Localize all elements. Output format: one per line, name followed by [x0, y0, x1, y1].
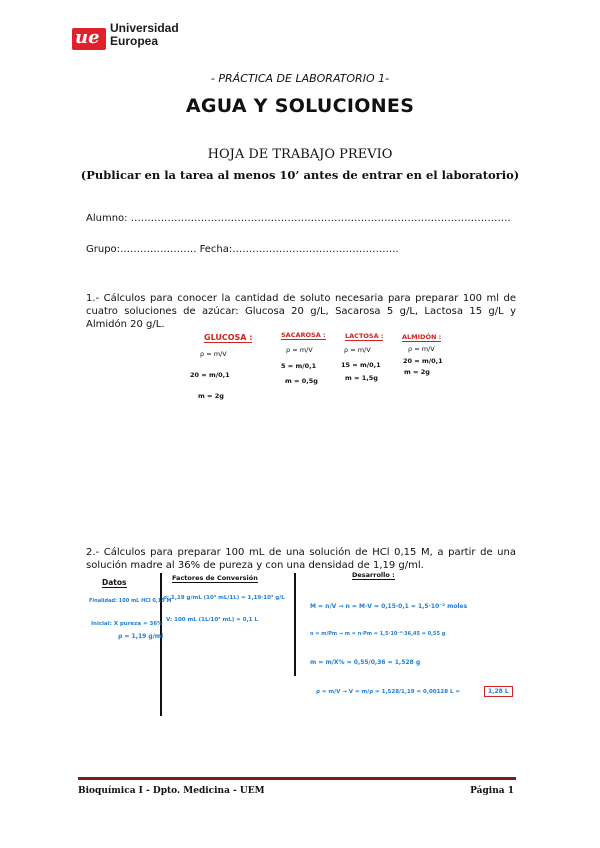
factores-heading: Factores de Conversión — [172, 574, 258, 582]
footer-course: Bioquímica I - Dpto. Medicina - UEM — [78, 786, 265, 796]
lactosa-formula: ρ = m/V — [344, 346, 371, 354]
grupo-fecha-field: Grupo:………………….. Fecha:………………………………………….. — [86, 244, 399, 255]
publish-note: (Publicar en la tarea al menos 10’ antes de entrar en el laboratorio) — [80, 168, 520, 182]
sacarosa-formula: ρ = m/V — [286, 346, 313, 354]
almidon-result: m = 2g — [404, 368, 430, 376]
almidon-substitution: 20 = m/0,1 — [403, 357, 443, 365]
desarrollo-masa: n = m/Pm → m = n·Pm = 1,5·10⁻²·36,45 = 0,55 g — [310, 631, 446, 637]
practice-subtitle: - PRÁCTICA DE LABORATORIO 1- — [210, 72, 390, 85]
sacarosa-result: m = 0,5g — [285, 377, 318, 385]
question-2-text: 2.- Cálculos para preparar 100 mL de una solución de HCl 0,15 M, a partir de una solución madre al 36% de pureza y con una densidad de 1,19 g/ml. — [86, 547, 516, 571]
lactosa-substitution: 15 = m/0,1 — [341, 361, 381, 369]
column-divider-1 — [160, 573, 162, 716]
glucosa-heading: GLUCOSA : — [204, 333, 253, 342]
sacarosa-heading: SACAROSA : — [281, 331, 326, 339]
datos-heading: Datos — [102, 578, 127, 587]
lactosa-result: m = 1,5g — [345, 374, 378, 382]
page-title: AGUA Y SOLUCIONES — [185, 95, 415, 117]
glucosa-substitution: 20 = m/0,1 — [190, 371, 230, 379]
datos-finalidad: Finalidad: 100 mL HCl 0,15 M — [89, 598, 172, 604]
desarrollo-pureza: m = m/X% = 0,55/0,36 = 1,528 g — [310, 659, 421, 666]
footer-page-number: Página 1 — [470, 786, 514, 796]
glucosa-formula: ρ = m/V — [200, 350, 227, 358]
factor-densidad: ρ: 1,19 g/mL (10³ mL/1L) = 1,19·10³ g/L — [163, 595, 285, 601]
column-divider-2 — [294, 573, 296, 676]
university-logo — [72, 22, 192, 52]
datos-inicial: Inicial: X pureza = 36% — [91, 621, 163, 627]
ue-logo-icon: ue — [72, 28, 106, 50]
worksheet-heading: HOJA DE TRABAJO PREVIO — [207, 147, 393, 162]
footer-divider — [78, 777, 516, 780]
desarrollo-volumen: ρ = m/V → V = m/ρ = 1,528/1,19 = 0,00128 L = — [316, 689, 461, 695]
logo-text: Universidad Europea — [110, 21, 179, 48]
lactosa-heading: LACTOSA : — [345, 332, 384, 340]
final-result-box: 1,28 L — [484, 686, 513, 697]
sacarosa-substitution: 5 = m/0,1 — [281, 362, 317, 370]
desarrollo-heading: Desarrollo : — [352, 571, 395, 579]
factor-volumen: V: 100 mL (1L/10³ mL) = 0,1 L — [166, 617, 258, 623]
alumno-field: Alumno: …………………………………………………………………………………………………… — [86, 213, 511, 224]
question-1-text: 1.- Cálculos para conocer la cantidad de soluto necesaria para preparar 100 ml de cuatro soluciones de azúcar: Glucosa 20 g/L, Sacarosa 5 g/L, Lactosa 15 g/L y Almidón 20 g/L. — [86, 293, 516, 330]
desarrollo-moles: M = n/V → n = M·V = 0,15·0,1 = 1,5·10⁻² moles — [310, 603, 468, 610]
almidon-formula: ρ = m/V — [408, 345, 435, 353]
glucosa-result: m = 2g — [198, 392, 224, 400]
almidon-heading: ALMIDÓN : — [402, 333, 442, 341]
datos-densidad: ρ = 1,19 g/ml — [118, 633, 164, 640]
